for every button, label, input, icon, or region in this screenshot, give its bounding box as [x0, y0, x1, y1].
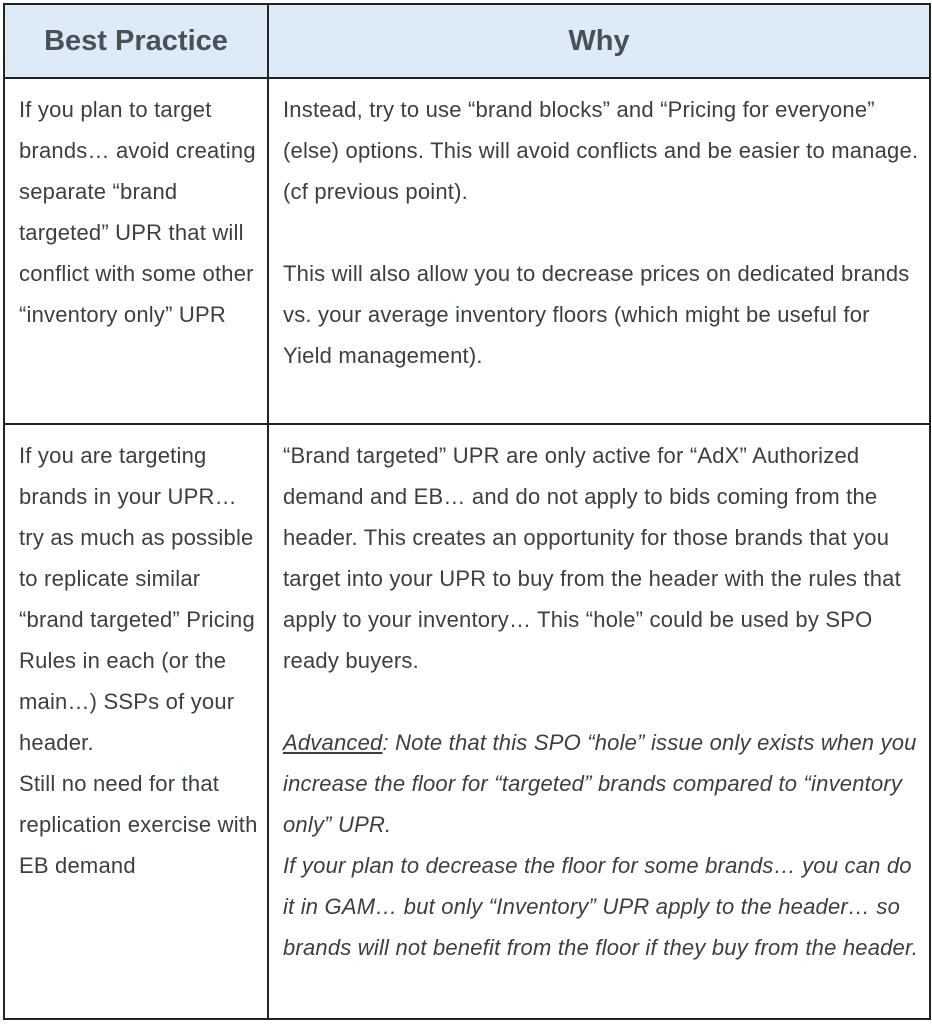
- table-row: [4, 78, 930, 424]
- paragraph-spacer: [283, 212, 919, 253]
- row2-practice-paragraph-1: If you are targeting brands in your UPR… try as much as possible to replicate similar “brand targeted” Pricing Rules in each (or the main…) SSPs of your header.: [19, 443, 255, 755]
- row2-why-cell: [268, 424, 930, 1019]
- advanced-label: Advanced: [283, 730, 383, 755]
- header-best-practice: Best Practice: [4, 4, 268, 78]
- row2-why-paragraph-1: “Brand targeted” UPR are only active for “AdX” Authorized demand and EB… and do not apply to bids coming from the header. This creates an opportunity for those brands that you target into your UPR to buy from the header with the rules that apply to your inventory… This “hole” could be used by SPO ready buyers.: [283, 443, 901, 673]
- row1-why-cell: [268, 78, 930, 424]
- row1-practice-text: If you plan to target brands… avoid creating separate “brand targeted” UPR that will conflict with some other “inventory only” UPR: [19, 97, 256, 327]
- row2-practice-cell: [4, 424, 268, 1019]
- row1-why-paragraph-1: Instead, try to use “brand blocks” and “Pricing for everyone” (else) options. This will avoid conflicts and be easier to manage. (cf previous point).: [283, 97, 919, 204]
- table-row: [4, 424, 930, 1019]
- best-practice-table: [3, 3, 931, 1020]
- table-header-row: [4, 4, 930, 78]
- row1-practice-cell: [4, 78, 268, 424]
- row2-advanced-paragraph: [283, 722, 919, 845]
- row2-practice-paragraph-2: Still no need for that replication exercise with EB demand: [19, 771, 258, 878]
- paragraph-spacer: [283, 681, 919, 722]
- header-why: Why: [268, 4, 930, 78]
- row2-advanced-paragraph-2: If your plan to decrease the floor for some brands… you can do it in GAM… but only “Inventory” UPR apply to the header… so brands will not benefit from the floor if they buy from the header.: [283, 853, 919, 960]
- row1-why-paragraph-2: This will also allow you to decrease prices on dedicated brands vs. your average inventory floors (which might be useful for Yield management).: [283, 261, 910, 368]
- advanced-text: : Note that this SPO “hole” issue only exists when you increase the floor for “targeted” brands compared to “inventory only” UPR.: [283, 730, 917, 837]
